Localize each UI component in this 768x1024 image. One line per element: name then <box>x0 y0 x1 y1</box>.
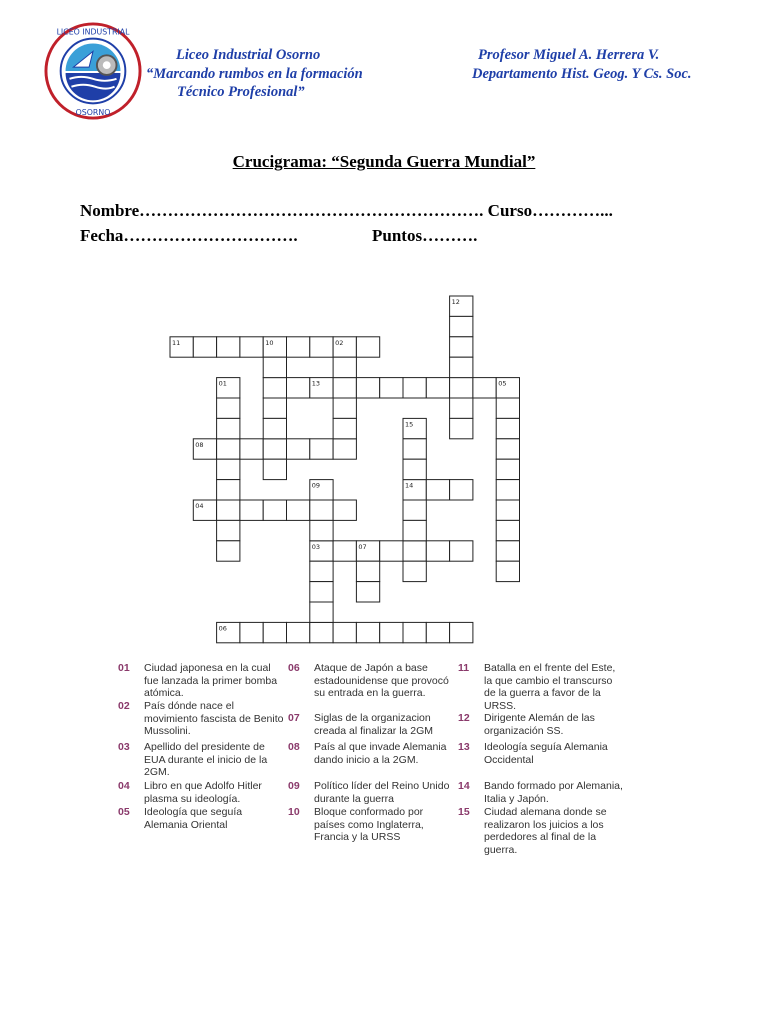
crossword-cell[interactable] <box>217 398 240 418</box>
crossword-cell[interactable] <box>263 357 286 377</box>
clue-text: Político líder del Reino Unido durante la guerra <box>314 780 450 805</box>
crossword-cell[interactable] <box>496 541 519 561</box>
clue-number: 05 <box>118 806 130 818</box>
crossword-cell[interactable] <box>356 561 379 581</box>
clue-text: País al que invade Alemania dando inicio a la 2GM. <box>314 741 447 766</box>
clue-number: 12 <box>458 712 470 724</box>
clue-number-15: 15 <box>405 420 414 429</box>
school-name: Liceo Industrial Osorno <box>176 47 321 63</box>
clue-number-02: 02 <box>335 338 344 347</box>
crossword-cell[interactable] <box>217 418 240 438</box>
crossword-cell[interactable] <box>263 500 286 520</box>
crossword-cell[interactable] <box>450 378 473 398</box>
crossword-cell[interactable] <box>356 582 379 602</box>
crossword-cell[interactable] <box>263 459 286 479</box>
clue-number: 08 <box>288 741 300 753</box>
crossword-cell[interactable] <box>240 337 263 357</box>
crossword-cell[interactable] <box>450 418 473 438</box>
clue-text: Ideología seguía Alemania Occidental <box>484 741 608 766</box>
crossword-cell[interactable] <box>450 622 473 642</box>
crossword-cell[interactable] <box>426 622 449 642</box>
crossword-cell[interactable] <box>310 602 333 622</box>
clue-number-14: 14 <box>405 481 414 490</box>
page-title: Crucigrama: “Segunda Guerra Mundial” <box>232 152 536 171</box>
crossword-cell[interactable] <box>450 398 473 418</box>
clue-number-09: 09 <box>311 481 321 490</box>
crossword-cell[interactable] <box>403 520 426 540</box>
crossword-cell[interactable] <box>240 622 263 642</box>
crossword-cell[interactable] <box>263 398 286 418</box>
crossword-cell[interactable] <box>333 418 356 438</box>
crossword-cell[interactable] <box>403 622 426 642</box>
crossword-cell[interactable] <box>217 337 240 357</box>
clue-number: 15 <box>458 806 470 818</box>
crossword-cell[interactable] <box>496 459 519 479</box>
clue-number: 11 <box>458 662 470 674</box>
crossword-cell[interactable] <box>380 378 403 398</box>
clue-number-13: 13 <box>311 379 321 388</box>
crossword-cell[interactable] <box>403 439 426 459</box>
crossword-cell[interactable] <box>193 337 216 357</box>
clue-number: 14 <box>458 780 470 792</box>
crossword-cell[interactable] <box>333 439 356 459</box>
crossword-cell[interactable] <box>263 378 286 398</box>
clue-number: 04 <box>118 780 130 792</box>
crossword-cell[interactable] <box>450 357 473 377</box>
clue-text: Dirigente Alemán de las organización SS. <box>484 712 595 737</box>
crossword-cell[interactable] <box>496 480 519 500</box>
clue-number: 10 <box>288 806 300 818</box>
crossword-cell[interactable] <box>333 541 356 561</box>
clue-number-05: 05 <box>498 379 507 388</box>
crossword-cell[interactable] <box>287 500 310 520</box>
crossword-cell[interactable] <box>217 480 240 500</box>
crossword-cell[interactable] <box>333 398 356 418</box>
crossword-cell[interactable] <box>333 500 356 520</box>
points-field[interactable]: Puntos………. <box>372 226 478 245</box>
crossword-cell[interactable] <box>217 541 240 561</box>
crossword-cell[interactable] <box>287 439 310 459</box>
crossword-cell[interactable] <box>217 439 240 459</box>
department-name: Departamento Hist. Geog. Y Cs. Soc. <box>472 66 692 82</box>
crossword-cell[interactable] <box>403 378 426 398</box>
clue-text: Apellido del presidente de EUA durante el inicio de la 2GM. <box>144 741 268 778</box>
clue-number: 03 <box>118 741 130 753</box>
crossword-cell[interactable] <box>450 541 473 561</box>
crossword-cell[interactable] <box>310 582 333 602</box>
clue-text: Ataque de Japón a base estadounidense que provocó su entrada en la guerra. <box>314 662 449 699</box>
clue-number-11: 11 <box>172 338 181 347</box>
crossword-cell[interactable] <box>217 459 240 479</box>
crossword-cell[interactable] <box>263 622 286 642</box>
crossword-cell[interactable] <box>240 500 263 520</box>
crossword-cell[interactable] <box>240 439 263 459</box>
crossword-cell[interactable] <box>356 337 379 357</box>
crossword-cell[interactable] <box>496 439 519 459</box>
crossword-cell[interactable] <box>450 337 473 357</box>
clue-text: Ciudad japonesa en la cual fue lanzada la primer bomba atómica. <box>144 662 278 699</box>
crossword-cell[interactable] <box>287 378 310 398</box>
clue-number-07: 07 <box>358 542 367 551</box>
school-motto-line-2: Técnico Profesional” <box>177 84 305 100</box>
crossword-cell[interactable] <box>287 622 310 642</box>
clue-number: 09 <box>288 780 300 792</box>
clue-number: 06 <box>288 662 300 674</box>
crossword-cell[interactable] <box>310 337 333 357</box>
crossword-cell[interactable] <box>310 439 333 459</box>
crossword-cell[interactable] <box>356 622 379 642</box>
clue-number: 02 <box>118 700 130 712</box>
crossword-cell[interactable] <box>380 622 403 642</box>
clue-number: 01 <box>118 662 130 674</box>
crossword-cell[interactable] <box>310 520 333 540</box>
clue-text: País dónde nace el movimiento fascista de Benito Mussolini. <box>144 700 284 737</box>
crossword-cell[interactable] <box>403 561 426 581</box>
crossword-cell[interactable] <box>310 500 333 520</box>
crossword-cell[interactable] <box>426 480 449 500</box>
crossword-cell[interactable] <box>263 439 286 459</box>
clue-number: 07 <box>288 712 300 724</box>
clue-text: Bloque conformado por países como Inglaterra, Francia y la URSS <box>314 806 424 843</box>
clue-text: Ciudad alemana donde se realizaron los juicios a los perdedores al final de la guerra. <box>484 806 607 856</box>
crossword-cell[interactable] <box>310 561 333 581</box>
clue-text: Ideología que seguía Alemania Oriental <box>144 806 243 831</box>
date-field[interactable]: Fecha…………………………. <box>80 226 298 245</box>
clue-number-12: 12 <box>451 298 460 306</box>
clue-text: Bando formado por Alemania, Italia y Japón. <box>484 780 623 805</box>
crossword-cell[interactable] <box>403 500 426 520</box>
crossword-cell[interactable] <box>473 378 496 398</box>
crossword-cell[interactable] <box>450 316 473 336</box>
clue-text: Libro en que Adolfo Hitler plasma su ideología. <box>144 780 262 805</box>
crossword-cell[interactable] <box>426 378 449 398</box>
clue-number-03: 03 <box>311 542 321 551</box>
clue-number-04: 04 <box>195 502 204 510</box>
crossword-cell[interactable] <box>380 541 403 561</box>
crossword-cell[interactable] <box>450 480 473 500</box>
crossword-cell[interactable] <box>263 418 286 438</box>
crossword-cell[interactable] <box>217 500 240 520</box>
svg-text:LICEO INDUSTRIAL: LICEO INDUSTRIAL <box>56 27 130 37</box>
crossword-cell[interactable] <box>496 500 519 520</box>
teacher-name: Profesor Miguel A. Herrera V. <box>478 47 660 63</box>
crossword-cell[interactable] <box>496 561 519 581</box>
clue-number-06: 06 <box>218 624 227 633</box>
crossword-cell[interactable] <box>403 541 426 561</box>
name-course-field[interactable]: Nombre……………………………………………………. Curso…………... <box>80 201 613 220</box>
crossword-cell[interactable] <box>403 459 426 479</box>
clue-text: Batalla en el frente del Este, la que cambio el transcurso de la guerra a favor de la URSS. <box>484 662 616 712</box>
crossword-cell[interactable] <box>333 378 356 398</box>
crossword-cell[interactable] <box>333 622 356 642</box>
svg-text:OSORNO: OSORNO <box>75 108 111 118</box>
crossword-cell[interactable] <box>310 622 333 642</box>
clue-number: 13 <box>458 741 470 753</box>
crossword-cell[interactable] <box>496 398 519 418</box>
clue-number-10: 10 <box>265 338 274 347</box>
crossword-cell[interactable] <box>287 337 310 357</box>
crossword-cell[interactable] <box>496 520 519 540</box>
clue-number-01: 01 <box>218 379 227 388</box>
clue-number-08: 08 <box>195 440 204 449</box>
school-motto-line-1: “Marcando rumbos en la formación <box>146 66 363 82</box>
crossword-cell[interactable] <box>426 541 449 561</box>
crossword-cell[interactable] <box>333 357 356 377</box>
crossword-cell[interactable] <box>217 520 240 540</box>
clues-section <box>118 662 628 882</box>
crossword-cell[interactable] <box>496 418 519 438</box>
crossword-cell[interactable] <box>356 378 379 398</box>
clue-text: Siglas de la organizacion creada al finalizar la 2GM <box>314 712 434 737</box>
